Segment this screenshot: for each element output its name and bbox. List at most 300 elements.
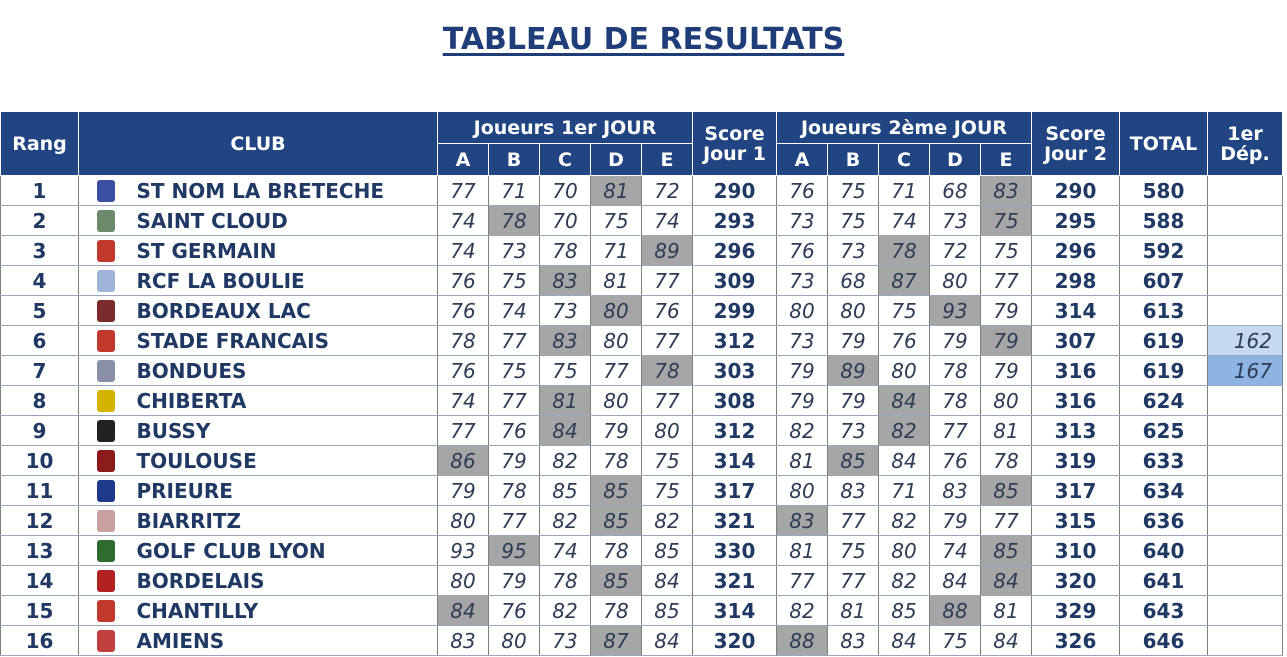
table-row	[1, 446, 1283, 476]
day2-score-c: 82	[879, 416, 930, 446]
day1-score-d: 85	[591, 566, 642, 596]
day2-score-c: 74	[879, 206, 930, 236]
header-score-day2	[1032, 112, 1120, 176]
score-day2-cell: 316	[1032, 386, 1120, 416]
results-table	[0, 111, 1283, 656]
club-logo-cell	[79, 356, 133, 386]
day2-score-b: 81	[828, 596, 879, 626]
score-day2-cell: 295	[1032, 206, 1120, 236]
day1-score-a: 74	[438, 386, 489, 416]
club-logo-icon	[97, 270, 115, 292]
day2-score-d: 75	[930, 626, 981, 656]
day2-score-c: 80	[879, 536, 930, 566]
day2-score-c: 82	[879, 506, 930, 536]
day1-score-e: 85	[642, 596, 693, 626]
club-logo-cell	[79, 626, 133, 656]
header-score1-line1: Score	[704, 122, 765, 145]
score-day1-cell: 321	[693, 566, 777, 596]
total-cell: 643	[1120, 596, 1208, 626]
score-day1-cell: 314	[693, 446, 777, 476]
score-day2-cell: 316	[1032, 356, 1120, 386]
rang-cell: 1	[1, 176, 79, 206]
day2-score-e: 79	[981, 326, 1032, 356]
day2-score-e: 77	[981, 266, 1032, 296]
day1-score-d: 80	[591, 296, 642, 326]
score-day2-cell: 307	[1032, 326, 1120, 356]
club-logo-cell	[79, 206, 133, 236]
header-day1-player-c: C	[540, 144, 591, 176]
club-name-cell: CHIBERTA	[133, 386, 438, 416]
day1-score-b: 77	[489, 386, 540, 416]
total-cell: 633	[1120, 446, 1208, 476]
club-name-cell: BIARRITZ	[133, 506, 438, 536]
day2-score-c: 76	[879, 326, 930, 356]
table-row	[1, 536, 1283, 566]
day1-score-a: 78	[438, 326, 489, 356]
day1-score-a: 74	[438, 206, 489, 236]
rang-cell: 5	[1, 296, 79, 326]
club-logo-icon	[97, 240, 115, 262]
rang-cell: 16	[1, 626, 79, 656]
header-total: TOTAL	[1120, 112, 1208, 176]
rang-cell: 7	[1, 356, 79, 386]
day2-score-a: 73	[777, 326, 828, 356]
day2-score-e: 84	[981, 566, 1032, 596]
total-cell: 607	[1120, 266, 1208, 296]
rang-cell: 2	[1, 206, 79, 236]
rang-cell: 3	[1, 236, 79, 266]
day2-score-b: 75	[828, 206, 879, 236]
day2-score-c: 84	[879, 386, 930, 416]
score-day1-cell: 296	[693, 236, 777, 266]
day1-score-d: 78	[591, 536, 642, 566]
day2-score-d: 83	[930, 476, 981, 506]
day1-score-a: 74	[438, 236, 489, 266]
score-day1-cell: 308	[693, 386, 777, 416]
club-logo-cell	[79, 386, 133, 416]
day2-score-e: 78	[981, 446, 1032, 476]
day1-score-e: 85	[642, 536, 693, 566]
day2-score-b: 79	[828, 326, 879, 356]
table-row	[1, 206, 1283, 236]
day1-score-e: 72	[642, 176, 693, 206]
tiebreak-dep-cell	[1208, 476, 1283, 506]
day2-score-a: 73	[777, 206, 828, 236]
day1-score-c: 82	[540, 596, 591, 626]
day1-score-c: 83	[540, 326, 591, 356]
day2-score-b: 77	[828, 566, 879, 596]
score-day2-cell: 290	[1032, 176, 1120, 206]
score-day1-cell: 303	[693, 356, 777, 386]
day1-score-e: 76	[642, 296, 693, 326]
day2-score-c: 80	[879, 356, 930, 386]
club-name-cell: TOULOUSE	[133, 446, 438, 476]
score-day2-cell: 326	[1032, 626, 1120, 656]
day1-score-d: 71	[591, 236, 642, 266]
tiebreak-dep-cell	[1208, 566, 1283, 596]
day2-score-a: 80	[777, 476, 828, 506]
table-row	[1, 476, 1283, 506]
day2-score-e: 81	[981, 416, 1032, 446]
day1-score-c: 84	[540, 416, 591, 446]
rang-cell: 13	[1, 536, 79, 566]
day2-score-a: 79	[777, 386, 828, 416]
day1-score-b: 78	[489, 476, 540, 506]
day1-score-b: 73	[489, 236, 540, 266]
day2-score-e: 85	[981, 536, 1032, 566]
day2-score-b: 79	[828, 386, 879, 416]
day2-score-b: 68	[828, 266, 879, 296]
tiebreak-dep-cell: 167	[1208, 356, 1283, 386]
day2-score-b: 83	[828, 476, 879, 506]
day2-score-e: 79	[981, 356, 1032, 386]
header-score-day1	[693, 112, 777, 176]
day2-score-a: 76	[777, 236, 828, 266]
day2-score-e: 75	[981, 236, 1032, 266]
club-name-cell: PRIEURE	[133, 476, 438, 506]
day1-score-e: 77	[642, 326, 693, 356]
day1-score-a: 79	[438, 476, 489, 506]
day2-score-d: 78	[930, 386, 981, 416]
header-score1-line2: Jour 1	[703, 142, 766, 165]
club-logo-icon	[97, 390, 115, 412]
club-logo-icon	[97, 210, 115, 232]
day2-score-a: 77	[777, 566, 828, 596]
tiebreak-dep-cell	[1208, 206, 1283, 236]
day1-score-e: 89	[642, 236, 693, 266]
day1-score-b: 79	[489, 566, 540, 596]
day1-score-c: 85	[540, 476, 591, 506]
rang-cell: 6	[1, 326, 79, 356]
club-logo-icon	[97, 180, 115, 202]
club-logo-icon	[97, 600, 115, 622]
day2-score-d: 72	[930, 236, 981, 266]
day2-score-b: 73	[828, 416, 879, 446]
header-day2-player-b: B	[828, 144, 879, 176]
club-name-cell: SAINT CLOUD	[133, 206, 438, 236]
club-logo-cell	[79, 236, 133, 266]
day2-score-a: 82	[777, 416, 828, 446]
day1-score-e: 77	[642, 266, 693, 296]
club-logo-cell	[79, 536, 133, 566]
total-cell: 625	[1120, 416, 1208, 446]
total-cell: 592	[1120, 236, 1208, 266]
day1-score-a: 76	[438, 296, 489, 326]
tiebreak-dep-cell	[1208, 416, 1283, 446]
score-day1-cell: 330	[693, 536, 777, 566]
score-day2-cell: 298	[1032, 266, 1120, 296]
club-name-cell: AMIENS	[133, 626, 438, 656]
table-row	[1, 326, 1283, 356]
day1-score-d: 78	[591, 596, 642, 626]
day1-score-c: 78	[540, 566, 591, 596]
day1-score-e: 75	[642, 476, 693, 506]
header-dep	[1208, 112, 1283, 176]
day2-score-a: 88	[777, 626, 828, 656]
club-logo-icon	[97, 540, 115, 562]
day1-score-d: 85	[591, 476, 642, 506]
club-logo-icon	[97, 480, 115, 502]
day1-score-a: 80	[438, 506, 489, 536]
day2-score-a: 73	[777, 266, 828, 296]
day2-score-e: 81	[981, 596, 1032, 626]
day2-score-b: 85	[828, 446, 879, 476]
club-logo-cell	[79, 506, 133, 536]
rang-cell: 10	[1, 446, 79, 476]
rang-cell: 12	[1, 506, 79, 536]
rang-cell: 15	[1, 596, 79, 626]
day1-score-d: 80	[591, 386, 642, 416]
table-row	[1, 506, 1283, 536]
day2-score-d: 68	[930, 176, 981, 206]
day1-score-d: 87	[591, 626, 642, 656]
day1-score-b: 77	[489, 506, 540, 536]
rang-cell: 4	[1, 266, 79, 296]
table-row	[1, 596, 1283, 626]
club-logo-icon	[97, 450, 115, 472]
day1-score-b: 79	[489, 446, 540, 476]
club-logo-icon	[97, 300, 115, 322]
score-day1-cell: 321	[693, 506, 777, 536]
rang-cell: 11	[1, 476, 79, 506]
header-score2-line1: Score	[1045, 122, 1106, 145]
day1-score-a: 86	[438, 446, 489, 476]
club-name-cell: CHANTILLY	[133, 596, 438, 626]
score-day2-cell: 310	[1032, 536, 1120, 566]
day1-score-a: 80	[438, 566, 489, 596]
day1-score-d: 81	[591, 176, 642, 206]
day1-score-b: 80	[489, 626, 540, 656]
day1-score-b: 77	[489, 326, 540, 356]
club-logo-cell	[79, 296, 133, 326]
day1-score-b: 75	[489, 356, 540, 386]
day2-score-c: 87	[879, 266, 930, 296]
header-club: CLUB	[79, 112, 438, 176]
score-day2-cell: 319	[1032, 446, 1120, 476]
day1-score-d: 79	[591, 416, 642, 446]
score-day2-cell: 320	[1032, 566, 1120, 596]
club-logo-cell	[79, 416, 133, 446]
table-row	[1, 386, 1283, 416]
page-title: TABLEAU DE RESULTATS	[442, 22, 845, 57]
day1-score-e: 78	[642, 356, 693, 386]
total-cell: 640	[1120, 536, 1208, 566]
day2-score-e: 79	[981, 296, 1032, 326]
day2-score-c: 75	[879, 296, 930, 326]
day2-score-a: 82	[777, 596, 828, 626]
day2-score-d: 79	[930, 506, 981, 536]
day2-score-d: 77	[930, 416, 981, 446]
score-day1-cell: 312	[693, 326, 777, 356]
day1-score-c: 70	[540, 206, 591, 236]
tiebreak-dep-cell: 162	[1208, 326, 1283, 356]
header-dep-line2: Dép.	[1220, 142, 1270, 165]
day1-score-d: 85	[591, 506, 642, 536]
club-logo-cell	[79, 266, 133, 296]
club-name-cell: RCF LA BOULIE	[133, 266, 438, 296]
score-day1-cell: 299	[693, 296, 777, 326]
day1-score-b: 78	[489, 206, 540, 236]
tiebreak-dep-cell	[1208, 626, 1283, 656]
total-cell: 619	[1120, 356, 1208, 386]
table-row	[1, 566, 1283, 596]
header-day2-group: Joueurs 2ème JOUR	[777, 112, 1032, 144]
club-logo-icon	[97, 630, 115, 652]
header-day1-player-a: A	[438, 144, 489, 176]
day2-score-d: 74	[930, 536, 981, 566]
club-logo-cell	[79, 566, 133, 596]
club-logo-cell	[79, 476, 133, 506]
club-logo-icon	[97, 570, 115, 592]
total-cell: 641	[1120, 566, 1208, 596]
club-logo-icon	[97, 330, 115, 352]
rang-cell: 9	[1, 416, 79, 446]
day2-score-d: 93	[930, 296, 981, 326]
club-name-cell: BONDUES	[133, 356, 438, 386]
day1-score-e: 75	[642, 446, 693, 476]
total-cell: 619	[1120, 326, 1208, 356]
table-row	[1, 416, 1283, 446]
total-cell: 636	[1120, 506, 1208, 536]
tiebreak-dep-cell	[1208, 446, 1283, 476]
header-score2-line2: Jour 2	[1044, 142, 1107, 165]
day1-score-e: 77	[642, 386, 693, 416]
day2-score-b: 83	[828, 626, 879, 656]
day1-score-a: 93	[438, 536, 489, 566]
day1-score-d: 78	[591, 446, 642, 476]
club-logo-cell	[79, 446, 133, 476]
score-day1-cell: 317	[693, 476, 777, 506]
day1-score-e: 74	[642, 206, 693, 236]
day1-score-c: 75	[540, 356, 591, 386]
total-cell: 613	[1120, 296, 1208, 326]
day2-score-a: 80	[777, 296, 828, 326]
header-dep-line1: 1er	[1227, 122, 1263, 145]
day1-score-b: 74	[489, 296, 540, 326]
day1-score-a: 84	[438, 596, 489, 626]
day2-score-e: 85	[981, 476, 1032, 506]
table-row	[1, 296, 1283, 326]
club-name-cell: BUSSY	[133, 416, 438, 446]
score-day1-cell: 293	[693, 206, 777, 236]
day1-score-c: 74	[540, 536, 591, 566]
day1-score-e: 84	[642, 566, 693, 596]
day1-score-b: 75	[489, 266, 540, 296]
club-name-cell: STADE FRANCAIS	[133, 326, 438, 356]
header-day1-player-e: E	[642, 144, 693, 176]
table-row	[1, 356, 1283, 386]
day1-score-d: 81	[591, 266, 642, 296]
header-day1-group: Joueurs 1er JOUR	[438, 112, 693, 144]
header-day1-player-d: D	[591, 144, 642, 176]
score-day2-cell: 317	[1032, 476, 1120, 506]
score-day1-cell: 312	[693, 416, 777, 446]
club-logo-icon	[97, 420, 115, 442]
day2-score-e: 83	[981, 176, 1032, 206]
score-day2-cell: 296	[1032, 236, 1120, 266]
day2-score-d: 80	[930, 266, 981, 296]
day2-score-d: 73	[930, 206, 981, 236]
table-row	[1, 626, 1283, 656]
day2-score-c: 78	[879, 236, 930, 266]
day1-score-e: 80	[642, 416, 693, 446]
score-day1-cell: 290	[693, 176, 777, 206]
day1-score-a: 77	[438, 416, 489, 446]
day2-score-c: 82	[879, 566, 930, 596]
club-name-cell: ST GERMAIN	[133, 236, 438, 266]
tiebreak-dep-cell	[1208, 536, 1283, 566]
day1-score-c: 78	[540, 236, 591, 266]
club-name-cell: GOLF CLUB LYON	[133, 536, 438, 566]
score-day1-cell: 320	[693, 626, 777, 656]
day2-score-e: 84	[981, 626, 1032, 656]
table-row	[1, 176, 1283, 206]
day2-score-b: 80	[828, 296, 879, 326]
day2-score-a: 76	[777, 176, 828, 206]
day1-score-b: 76	[489, 416, 540, 446]
day1-score-c: 83	[540, 266, 591, 296]
tiebreak-dep-cell	[1208, 266, 1283, 296]
club-logo-cell	[79, 176, 133, 206]
day1-score-b: 95	[489, 536, 540, 566]
day1-score-a: 77	[438, 176, 489, 206]
score-day2-cell: 313	[1032, 416, 1120, 446]
day1-score-d: 77	[591, 356, 642, 386]
day1-score-e: 84	[642, 626, 693, 656]
day1-score-d: 75	[591, 206, 642, 236]
day1-score-b: 71	[489, 176, 540, 206]
day1-score-a: 76	[438, 266, 489, 296]
header-day2-player-e: E	[981, 144, 1032, 176]
header-day1-player-b: B	[489, 144, 540, 176]
total-cell: 646	[1120, 626, 1208, 656]
day1-score-c: 81	[540, 386, 591, 416]
tiebreak-dep-cell	[1208, 296, 1283, 326]
score-day1-cell: 309	[693, 266, 777, 296]
club-logo-cell	[79, 596, 133, 626]
total-cell: 580	[1120, 176, 1208, 206]
header-day2-player-d: D	[930, 144, 981, 176]
day1-score-a: 83	[438, 626, 489, 656]
score-day2-cell: 314	[1032, 296, 1120, 326]
day2-score-d: 88	[930, 596, 981, 626]
day1-score-c: 73	[540, 296, 591, 326]
day2-score-a: 83	[777, 506, 828, 536]
day2-score-b: 75	[828, 536, 879, 566]
day2-score-a: 81	[777, 446, 828, 476]
day2-score-b: 75	[828, 176, 879, 206]
club-name-cell: BORDEAUX LAC	[133, 296, 438, 326]
total-cell: 624	[1120, 386, 1208, 416]
day2-score-a: 81	[777, 536, 828, 566]
score-day1-cell: 314	[693, 596, 777, 626]
day2-score-b: 77	[828, 506, 879, 536]
header-day2-player-a: A	[777, 144, 828, 176]
day2-score-c: 71	[879, 176, 930, 206]
rang-cell: 8	[1, 386, 79, 416]
day2-score-e: 80	[981, 386, 1032, 416]
day1-score-d: 80	[591, 326, 642, 356]
header-rang: Rang	[1, 112, 79, 176]
day1-score-c: 73	[540, 626, 591, 656]
day2-score-a: 79	[777, 356, 828, 386]
day1-score-a: 76	[438, 356, 489, 386]
day2-score-b: 73	[828, 236, 879, 266]
day2-score-e: 75	[981, 206, 1032, 236]
club-name-cell: ST NOM LA BRETECHE	[133, 176, 438, 206]
club-name-cell: BORDELAIS	[133, 566, 438, 596]
tiebreak-dep-cell	[1208, 236, 1283, 266]
